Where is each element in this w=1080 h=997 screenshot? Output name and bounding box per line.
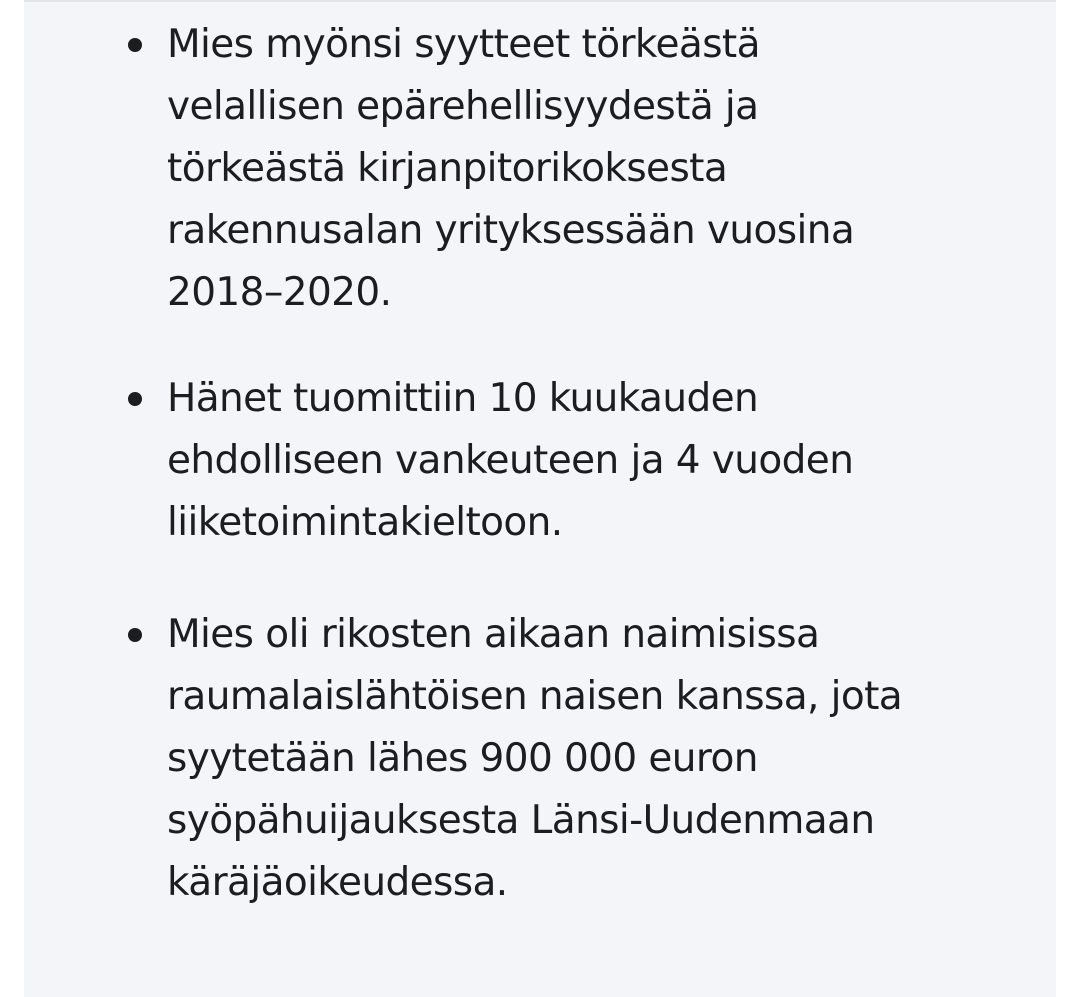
text-line: syöpähuijauksesta Länsi-Uudenmaan — [167, 798, 875, 843]
bullet-dot-icon — [128, 38, 142, 52]
text-line: Mies myönsi syytteet törkeästä — [167, 22, 760, 67]
summary-item-text — [167, 14, 987, 324]
text-line: Hänet tuomittiin 10 kuukauden — [167, 376, 759, 421]
text-line: rakennusalan yrityksessään vuosina — [167, 208, 855, 253]
text-line: 2018–2020. — [167, 270, 392, 315]
text-line: velallisen epärehellisyydestä ja — [167, 84, 759, 129]
text-line: raumalaislähtöisen naisen kanssa, jota — [167, 674, 903, 719]
text-line: törkeästä kirjanpitorikoksesta — [167, 146, 728, 191]
summary-item-text — [167, 368, 987, 554]
text-line: käräjäoikeudessa. — [167, 860, 508, 905]
summary-item-text — [167, 604, 987, 914]
text-line: ehdolliseen vankeuteen ja 4 vuoden — [167, 438, 854, 483]
bullet-dot-icon — [128, 628, 142, 642]
article-summary-box — [24, 0, 1056, 997]
bullet-dot-icon — [128, 392, 142, 406]
text-line: Mies oli rikosten aikaan naimisissa — [167, 612, 820, 657]
text-line: liiketoimintakieltoon. — [167, 500, 563, 545]
text-line: syytetään lähes 900 000 euron — [167, 736, 758, 781]
